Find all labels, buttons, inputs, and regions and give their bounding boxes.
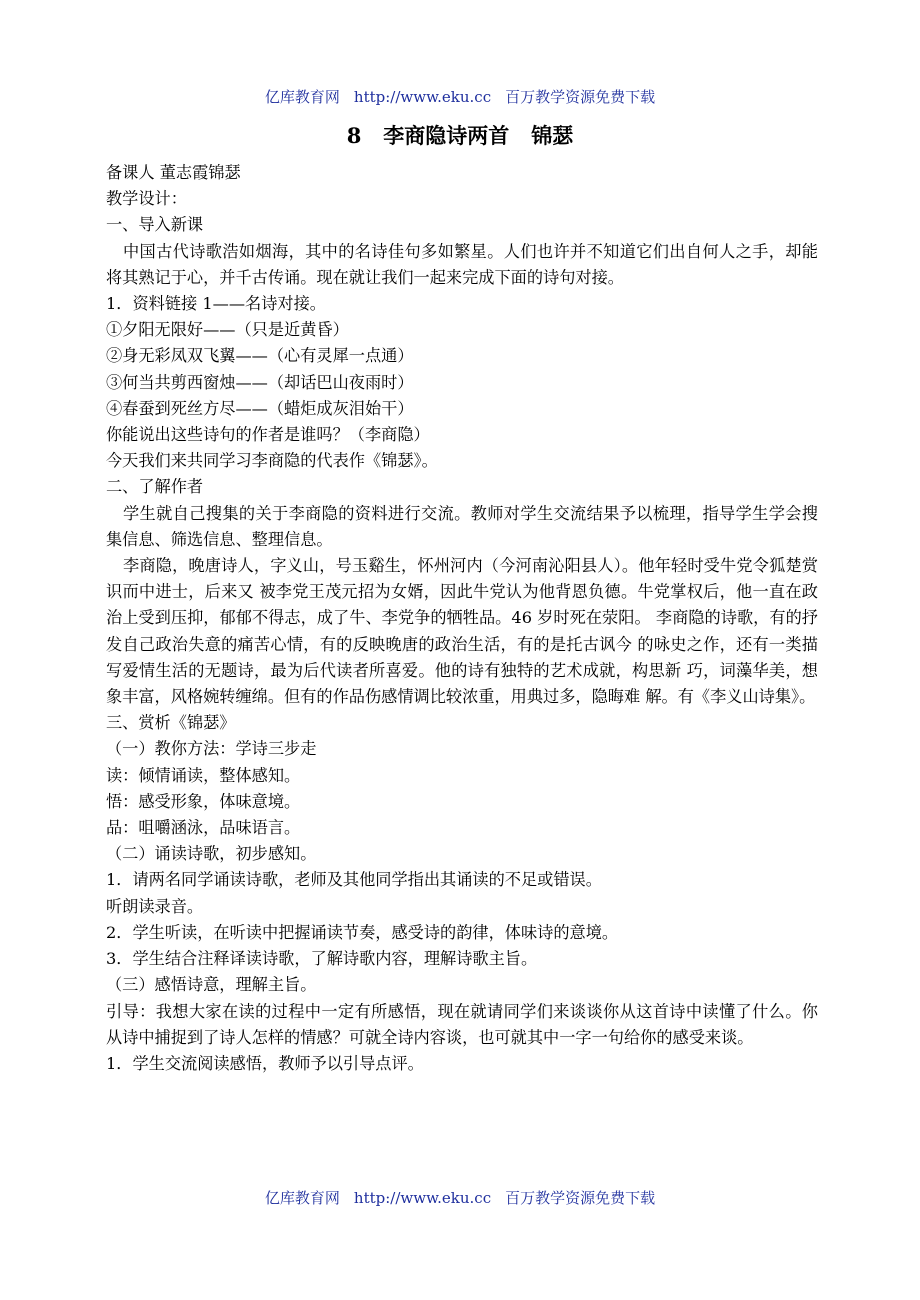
paragraph: 中国古代诗歌浩如烟海，其中的名诗佳句多如繁星。人们也许并不知道它们出自何人之手，却能将其熟记于心，并千古传诵。现在就让我们一起来完成下面的诗句对接。	[106, 241, 818, 287]
paragraph: 品：咀嚼涵泳，品味语言。	[106, 818, 301, 838]
paragraph: 一、导入新课	[106, 215, 204, 235]
header-url-link[interactable]: http://www.eku.cc	[353, 88, 492, 106]
paragraph: ③何当共剪西窗烛——（却话巴山夜雨时）	[106, 372, 414, 392]
page-header	[0, 86, 920, 107]
paragraph: 李商隐，晚唐诗人，字义山，号玉谿生，怀州河内（今河南沁阳县人）。他年轻时受牛党令狐楚赏识而中进士，后来又 被李党王茂元招为女婿，因此牛党认为他背恩负德。牛党掌权后，他一直在政治上受到压抑，郁郁不得志，成了牛、李党争的牺牲品。46 岁时死在荥阳。 李商隐的诗歌，有的抒发自己政治失意的痛苦心情，有的反映晚唐的政治生活，有的是托古讽今 的咏史之作，还有一类描写爱情生活的无题诗，最为后代读者所喜爱。他的诗有独特的艺术成就，构思新 巧，词藻华美，想象丰富，风格婉转缠绵。但有的作品伤感情调比较浓重，用典过多，隐晦难 解。有《李义山诗集》。	[106, 556, 818, 707]
paragraph: 教学设计：	[106, 189, 187, 209]
paragraph: 1．学生交流阅读感悟，教师予以引导点评。	[106, 1053, 424, 1073]
paragraph: 3．学生结合注释译读诗歌，了解诗歌内容，理解诗歌主旨。	[106, 949, 538, 969]
paragraph: ④春蚕到死丝方尽——（蜡炬成灰泪始干）	[106, 398, 414, 418]
paragraph: 引导：我想大家在读的过程中一定有所感悟，现在就请同学们来谈谈你从这首诗中读懂了什么。你从诗中捕捉到了诗人怎样的情感？可就全诗内容谈，也可就其中一字一句给你的感受来谈。	[106, 1001, 818, 1047]
paragraph: 2．学生听读，在听读中把握诵读节奏，感受诗的韵律，体味诗的意境。	[106, 922, 619, 942]
paragraph: 三、赏析《锦瑟》	[106, 713, 236, 733]
paragraph: 读：倾情诵读，整体感知。	[106, 765, 301, 785]
footer-slogan: 百万教学资源免费下载	[505, 1189, 656, 1207]
paragraph: 1．资料链接 1——名诗对接。	[106, 294, 326, 314]
footer-url-link[interactable]: http://www.eku.cc	[353, 1189, 492, 1207]
header-slogan: 百万教学资源免费下载	[505, 88, 656, 106]
paragraph: ②身无彩凤双飞翼——（心有灵犀一点通）	[106, 346, 414, 366]
paragraph: 今天我们来共同学习李商隐的代表作《锦瑟》。	[106, 451, 438, 471]
paragraph: 你能说出这些诗句的作者是谁吗？（李商隐）	[106, 425, 430, 445]
paragraph: （二）诵读诗歌，初步感知。	[106, 844, 317, 864]
paragraph: 听朗读录音。	[106, 896, 204, 916]
paragraph: 学生就自己搜集的关于李商隐的资料进行交流。教师对学生交流结果予以梳理，指导学生学会搜集信息、筛选信息、整理信息。	[106, 503, 818, 549]
paragraph: 1．请两名同学诵读诗歌，老师及其他同学指出其诵读的不足或错误。	[106, 870, 602, 890]
paragraph: ①夕阳无限好——（只是近黄昏）	[106, 320, 349, 340]
paragraph: 二、了解作者	[106, 477, 204, 497]
paragraph: （三）感悟诗意，理解主旨。	[106, 975, 317, 995]
footer-site-name: 亿库教育网	[264, 1189, 340, 1207]
header-site-name: 亿库教育网	[264, 88, 340, 106]
paragraph: （一）教你方法：学诗三步走	[106, 739, 317, 759]
paragraph: 备课人 董志霞锦瑟	[106, 163, 241, 182]
document-title: 8 李商隐诗两首 锦瑟	[346, 123, 574, 148]
document-body	[106, 160, 818, 1077]
paragraph: 悟：感受形象，体味意境。	[106, 791, 301, 811]
page-footer	[0, 1187, 920, 1208]
